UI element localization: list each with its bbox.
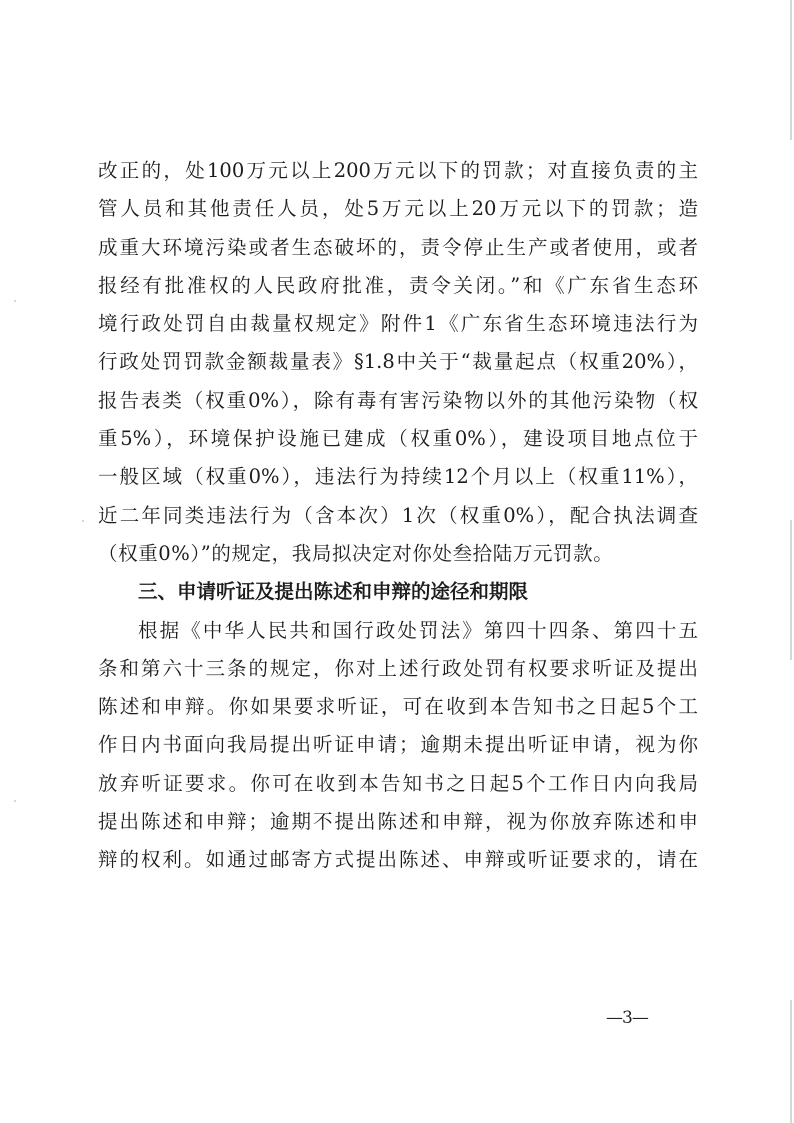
paragraph-line: 行政处罚罚款金额裁量表》§1.8中关于“裁量起点（权重20%）， (98, 350, 698, 374)
paragraph-line: 境行政处罚自由裁量权规定》附件1《广东省生态环境违法行为 (98, 312, 698, 336)
paragraph-line: 改正的，处100万元以上200万元以下的罚款；对直接负责的主 (98, 159, 698, 182)
scan-edge-shadow (780, 0, 794, 1123)
scan-speck (14, 800, 16, 802)
paragraph-line: 一般区域（权重0%），违法行为持续12个月以上（权重11%）， (98, 465, 698, 489)
paragraph-line: 报经有批准权的人民政府批准，责令关闭。”和《广东省生态环 (98, 273, 698, 297)
paragraph-line: 放弃听证要求。你可在收到本告知书之日起5个工作日内向我局 (98, 771, 698, 795)
page-number: —3— (606, 1008, 648, 1028)
paragraph-line: 提出陈述和申辩；逾期不提出陈述和申辩，视为你放弃陈述和申 (98, 810, 698, 834)
paragraph-line: 管人员和其他责任人员，处5万元以上20万元以下的罚款；造 (98, 197, 698, 221)
scan-speck (82, 520, 84, 522)
paragraph-line: 根据《中华人民共和国行政处罚法》第四十四条、第四十五 (138, 618, 698, 642)
scan-speck (14, 300, 16, 302)
paragraph-line: （权重0%）”的规定，我局拟决定对你处叁拾陆万元罚款。 (98, 541, 614, 565)
section-heading: 三、申请听证及提出陈述和申辩的途径和期限 (138, 580, 529, 604)
paragraph-line: 陈述和申辩。你如果要求听证，可在收到本告知书之日起5个工 (98, 695, 698, 719)
paragraph-line: 近二年同类违法行为（含本次）1次（权重0%），配合执法调查 (98, 503, 698, 527)
paragraph-line: 条和第六十三条的规定，你对上述行政处罚有权要求听证及提出 (98, 656, 698, 680)
paragraph-line: 成重大环境污染或者生态破坏的，责令停止生产或者使用，或者 (98, 235, 698, 259)
paragraph-line: 作日内书面向我局提出听证申请；逾期未提出听证申请，视为你 (98, 733, 698, 757)
document-body (98, 152, 698, 880)
paragraph-line: 辩的权利。如通过邮寄方式提出陈述、申辩或听证要求的，请在 (98, 848, 698, 872)
paragraph-line: 重5%），环境保护设施已建成（权重0%），建设项目地点位于 (98, 427, 698, 451)
paragraph-line: 报告表类（权重0%），除有毒有害污染物以外的其他污染物（权 (98, 388, 698, 412)
